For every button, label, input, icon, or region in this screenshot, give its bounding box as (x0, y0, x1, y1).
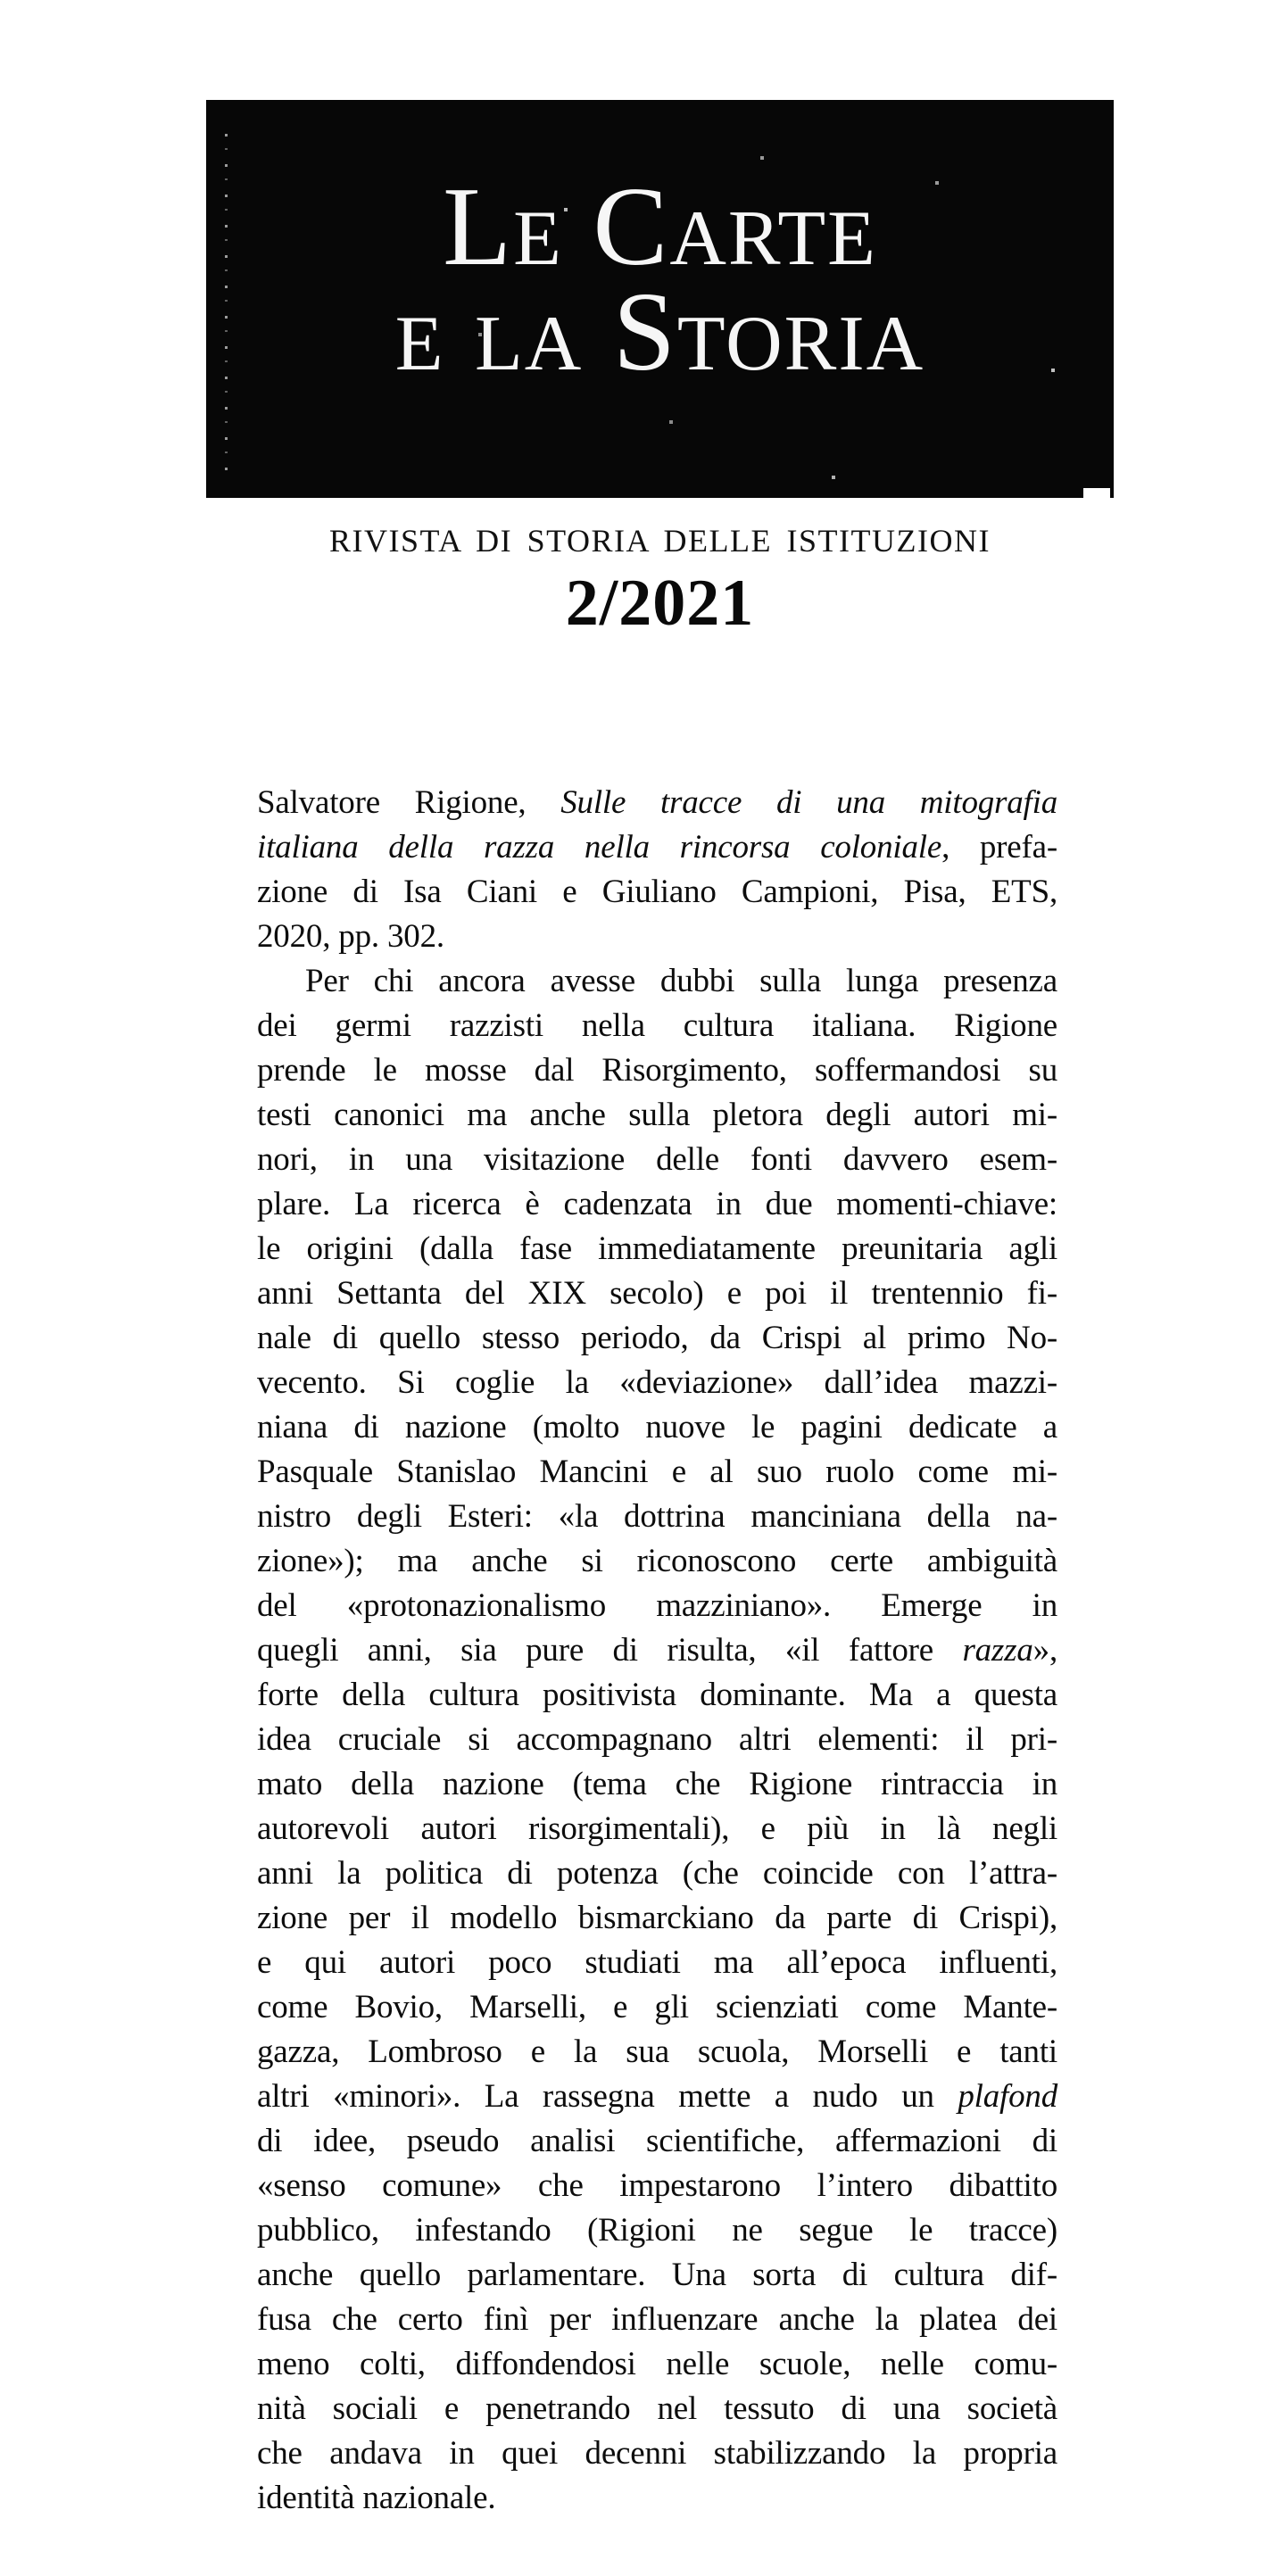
text-run: 2020, pp. 302. (257, 918, 444, 955)
text-line (257, 1718, 1057, 1762)
text-line (257, 1851, 1057, 1896)
text-line (257, 1227, 1057, 1271)
text-run: nistro degli Esteri: «la dottrina manciniana della na- (257, 1498, 1057, 1535)
text-run: dei germi razzisti nella cultura italiana. Rigione (257, 1007, 1057, 1044)
text-line (257, 2119, 1057, 2164)
text-line (257, 1584, 1057, 1628)
text-run: prende le mosse dal Risorgimento, soffermandosi su (257, 1052, 1057, 1089)
text-run: e qui autori poco studiati ma all’epoca influenti, (257, 1944, 1057, 1981)
issue-number: 2/2021 (565, 567, 755, 640)
text-line (257, 2342, 1057, 2387)
italic-text-run: razza (962, 1632, 1033, 1669)
text-run: quegli anni, sia pure di risulta, «il fattore (257, 1632, 963, 1669)
text-run: vecento. Si coglie la «deviazione» dall’idea mazzi- (257, 1364, 1057, 1401)
text-run: nità sociali e penetrando nel tessuto di una società (257, 2390, 1057, 2427)
text-line (257, 2431, 1057, 2476)
journal-title-line1: Le Carte (443, 165, 877, 289)
scan-dust-artifact (206, 100, 208, 102)
text-run: fusa che certo finì per influenzare anche la platea dei (257, 2301, 1057, 2338)
text-run: plare. La ricerca è cadenzata in due momenti-chiave: (257, 1186, 1057, 1222)
text-line (257, 870, 1057, 915)
text-run: le origini (dalla fase immediatamente preunitaria agli (257, 1230, 1057, 1267)
text-run: «senso comune» che impestarono l’intero dibattito (257, 2167, 1057, 2204)
text-run: idea cruciale si accompagnano altri elementi: il pri- (257, 1721, 1057, 1758)
text-run: di idee, pseudo analisi scientifiche, affermazioni di (257, 2123, 1057, 2159)
text-run: , prefa- (941, 829, 1057, 866)
text-run: zione di Isa Ciani e Giuliano Campioni, Pisa, ETS, (257, 874, 1057, 910)
text-run: identità nazionale. (257, 2480, 496, 2516)
text-line (257, 1628, 1057, 1673)
text-line (257, 1941, 1057, 1985)
text-line (257, 1361, 1057, 1405)
text-line (257, 2476, 1057, 2521)
text-line (257, 1762, 1057, 1807)
text-line (257, 825, 1057, 870)
text-line (257, 1048, 1057, 1093)
text-run: nori, in una visitazione delle fonti davvero esem- (257, 1141, 1057, 1178)
scan-notch-artifact (1083, 488, 1110, 498)
text-run: gazza, Lombroso e la sua scuola, Morselli e tanti (257, 2033, 1057, 2070)
text-line (257, 1093, 1057, 1138)
text-run: come Bovio, Marselli, e gli scienziati come Mante- (257, 1989, 1057, 2025)
text-line (257, 1405, 1057, 1450)
text-line (257, 959, 1057, 1004)
text-line (257, 1004, 1057, 1048)
text-line (257, 2253, 1057, 2298)
italic-text-run: plafond (958, 2078, 1057, 2115)
text-run: del «protonazionalismo mazziniano». Emerge in (257, 1587, 1057, 1624)
text-line (257, 915, 1057, 959)
text-line (257, 781, 1057, 825)
italic-text-run: italiana della razza nella rincorsa coloniale (257, 829, 942, 866)
text-run: forte della cultura positivista dominante. Ma a questa (257, 1677, 1057, 1713)
text-run: niana di nazione (molto nuove le pagini dedicate a (257, 1409, 1057, 1445)
text-line (257, 1450, 1057, 1495)
text-run: zione»); ma anche si riconoscono certe ambiguità (257, 1543, 1057, 1579)
text-run: pubblico, infestando (Rigioni ne segue le tracce) (257, 2212, 1057, 2249)
text-run: meno colti, diffondendosi nelle scuole, nelle comu- (257, 2346, 1057, 2382)
text-run: Pasquale Stanislao Mancini e al suo ruolo come mi- (257, 1454, 1057, 1490)
text-line (257, 2030, 1057, 2075)
text-line (257, 1985, 1057, 2030)
text-line (257, 1271, 1057, 1316)
text-line (257, 1182, 1057, 1227)
text-run: anche quello parlamentare. Una sorta di cultura dif- (257, 2257, 1057, 2293)
text-line (257, 1138, 1057, 1182)
text-run: nale di quello stesso periodo, da Crispi al primo No- (257, 1320, 1057, 1356)
text-run: anni la politica di potenza (che coincide con l’attra- (257, 1855, 1057, 1892)
text-line (257, 2208, 1057, 2253)
text-run: altri «minori». La rassegna mette a nudo un (257, 2078, 958, 2115)
journal-title (206, 100, 1114, 394)
text-run: testi canonici ma anche sulla pletora degli autori mi- (257, 1097, 1057, 1133)
text-line (257, 2075, 1057, 2119)
text-line (257, 1495, 1057, 1539)
text-line (257, 1539, 1057, 1584)
text-run: Per chi ancora avesse dubbi sulla lunga presenza (305, 963, 1057, 999)
text-line (257, 1896, 1057, 1941)
italic-text-run: Sulle tracce di una mitografia (560, 784, 1057, 821)
text-line (257, 2298, 1057, 2342)
journal-title-line2: e la Storia (394, 270, 925, 394)
text-line (257, 1673, 1057, 1718)
text-line (257, 1316, 1057, 1361)
text-line (257, 2164, 1057, 2208)
text-line (257, 1807, 1057, 1851)
scan-speckle-artifact (225, 134, 228, 475)
journal-subtitle: RIVISTA DI STORIA DELLE ISTITUZIONI (329, 523, 991, 559)
review-text (257, 781, 1057, 2521)
text-run: autorevoli autori risorgimentali), e più in là negli (257, 1810, 1057, 1847)
masthead-box (206, 100, 1114, 498)
text-run: mato della nazione (tema che Rigione rintraccia in (257, 1766, 1057, 1802)
text-run: che andava in quei decenni stabilizzando la propria (257, 2435, 1057, 2472)
text-run: Salvatore Rigione, (257, 784, 561, 821)
text-run: anni Settanta del XIX secolo) e poi il trentennio fi- (257, 1275, 1057, 1312)
text-run: », (1032, 1632, 1057, 1669)
text-run: zione per il modello bismarckiano da parte di Crispi), (257, 1900, 1057, 1936)
text-line (257, 2387, 1057, 2431)
